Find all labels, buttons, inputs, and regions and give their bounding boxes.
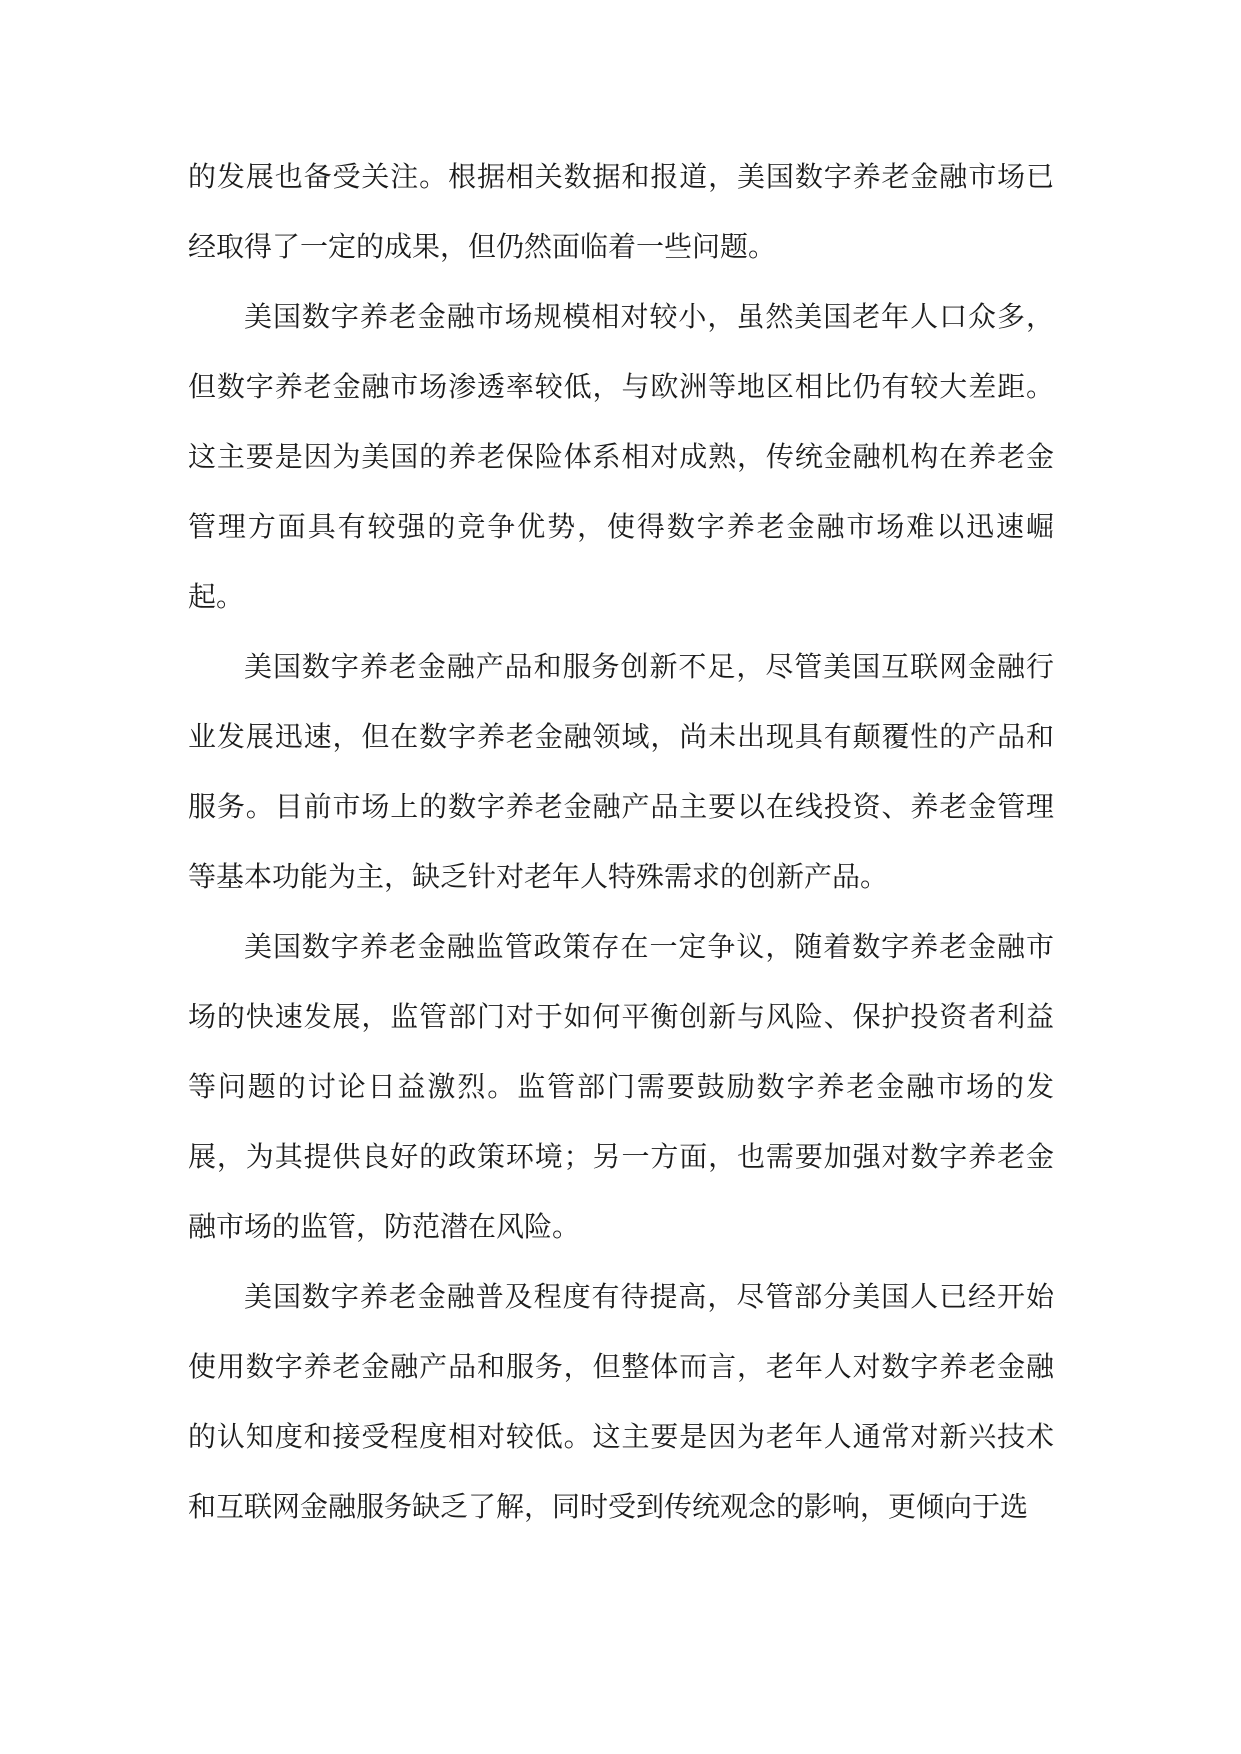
paragraph-product-innovation: 美国数字养老金融产品和服务创新不足，尽管美国互联网金融行业发展迅速，但在数字养老金融领域，尚未出现具有颠覆性的产品和服务。目前市场上的数字养老金融产品主要以在线投资、养老金管理等基本功能为主，缺乏针对老年人特殊需求的创新产品。 [188,650,1054,893]
paragraph-market-size: 美国数字养老金融市场规模相对较小，虽然美国老年人口众多，但数字养老金融市场渗透率较低，与欧洲等地区相比仍有较大差距。这主要是因为美国的养老保险体系相对成熟，传统金融机构在养老金管理方面具有较强的竞争优势，使得数字养老金融市场难以迅速崛起。 [188,300,1054,613]
paragraph-continuation: 的发展也备受关注。根据相关数据和报道，美国数字养老金融市场已经取得了一定的成果，但仍然面临着一些问题。 [188,160,1054,263]
document-body [188,142,1054,1542]
paragraph-adoption: 美国数字养老金融普及程度有待提高，尽管部分美国人已经开始使用数字养老金融产品和服务，但整体而言，老年人对数字养老金融的认知度和接受程度相对较低。这主要是因为老年人通常对新兴技术和互联网金融服务缺乏了解，同时受到传统观念的影响，更倾向于选 [188,1280,1054,1523]
paragraph-regulation: 美国数字养老金融监管政策存在一定争议，随着数字养老金融市场的快速发展，监管部门对于如何平衡创新与风险、保护投资者利益等问题的讨论日益激烈。监管部门需要鼓励数字养老金融市场的发展，为其提供良好的政策环境；另一方面，也需要加强对数字养老金融市场的监管，防范潜在风险。 [188,930,1054,1243]
